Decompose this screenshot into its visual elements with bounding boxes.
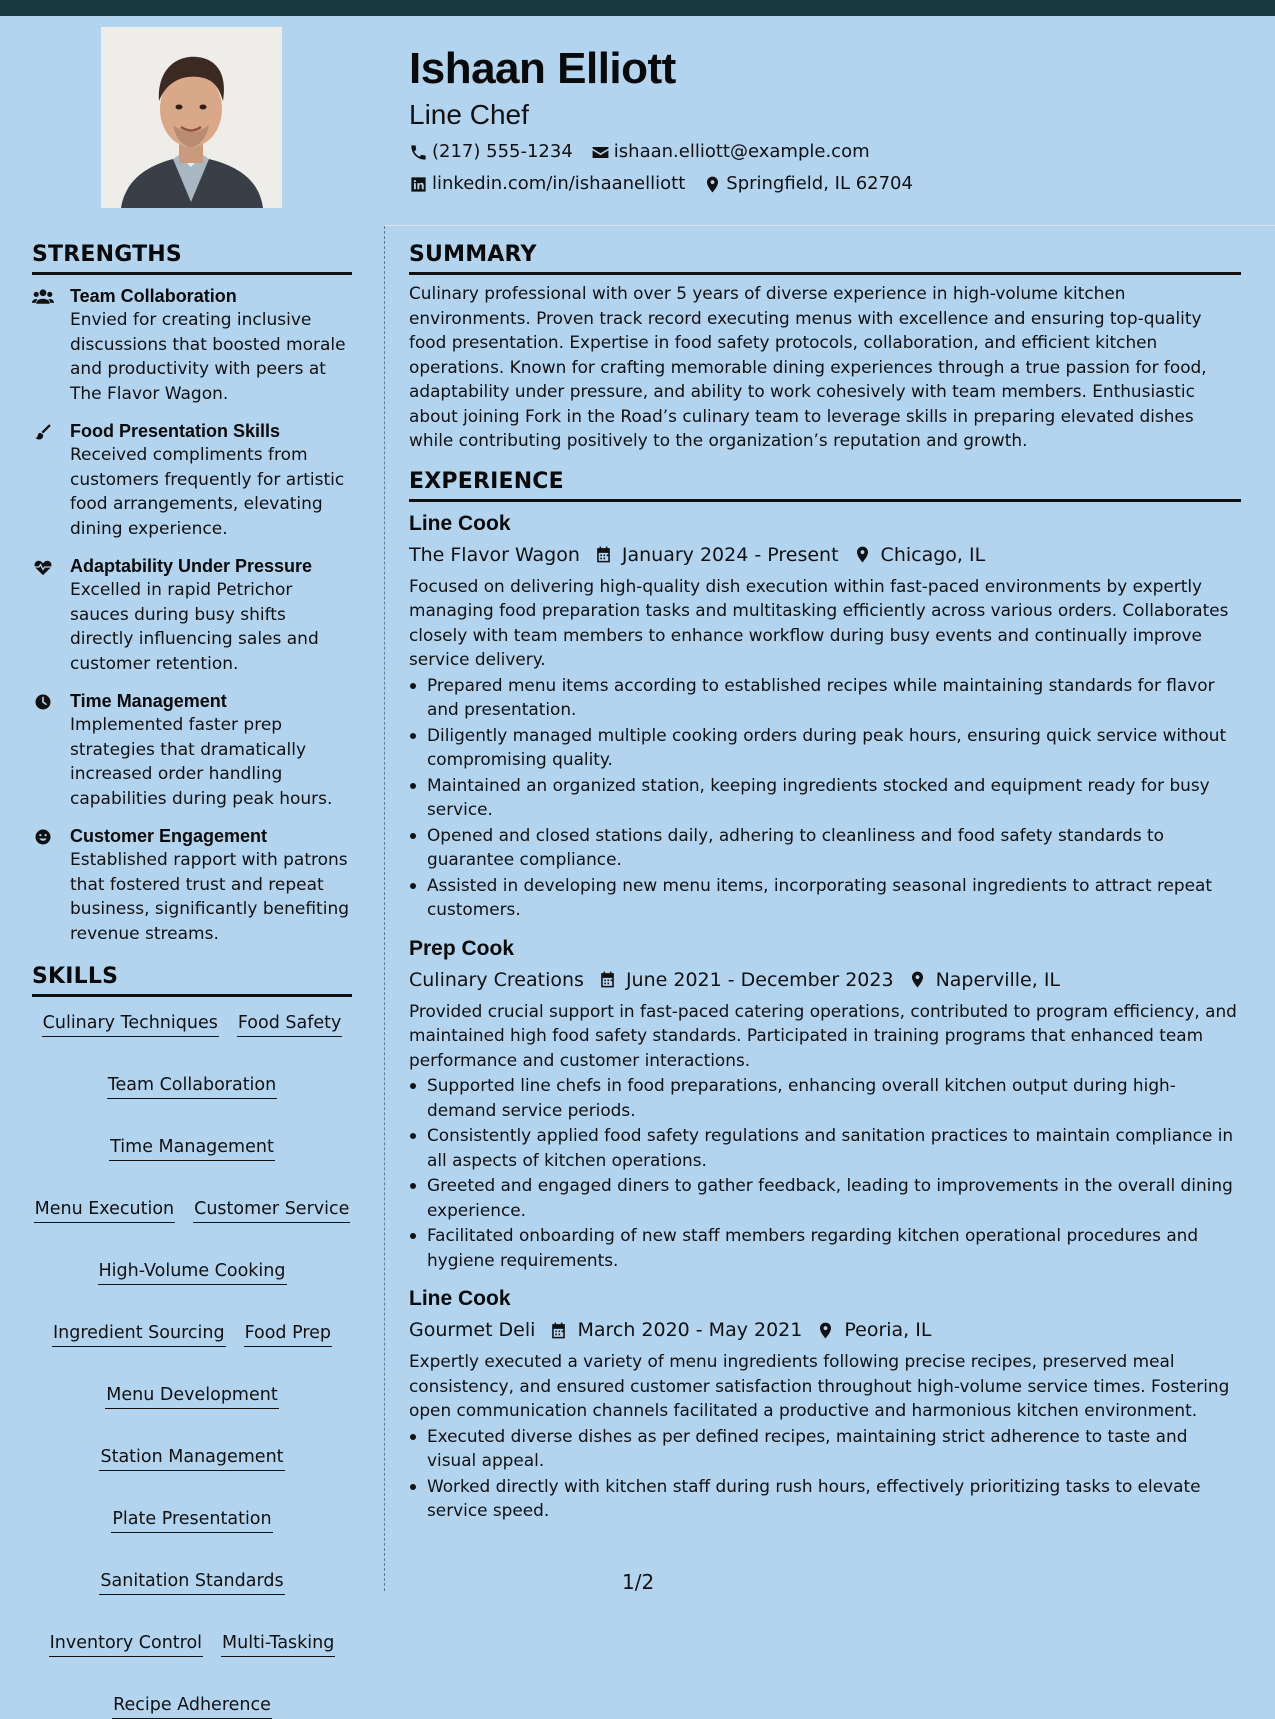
- summary-text: Culinary professional with over 5 years of diverse experience in high-volume kitchen environments. Proven track record executing menus with excellence and ensuring top-quality food presentation. Expertise in food safety protocols, collaboration, and efficient kitchen operations. Known for crafting memorable dining experiences through a true passion for food, adaptability under pressure, and ability to work cohesively with team members. Enthusiastic about joining Fork in the Road’s culinary team to leverage skills in preparing elevated dishes while contributing positively to the organization’s reputation and growth.: [409, 283, 1207, 450]
- job-bullet: Facilitated onboarding of new staff members regarding kitchen operational procedures and hygiene requirements.: [409, 1223, 1241, 1272]
- job-meta: [409, 542, 1241, 568]
- skill-tag: Ingredient Sourcing: [52, 1321, 226, 1347]
- strength-desc: Established rapport with patrons that fostered trust and repeat business, significantly benefiting revenue streams.: [70, 850, 350, 944]
- job-location: Naperville, IL: [935, 968, 1061, 991]
- experience-heading: EXPERIENCE: [409, 465, 1241, 502]
- job-bullet: Supported line chefs in food preparations, enhancing overall kitchen output during high-demand service periods.: [409, 1073, 1241, 1122]
- job-location: Peoria, IL: [844, 1319, 932, 1341]
- users-icon: [32, 288, 54, 306]
- job-location: Chicago, IL: [880, 543, 986, 566]
- brush-icon: [32, 423, 54, 441]
- calendar-icon: [598, 970, 617, 989]
- strength-desc: Excelled in rapid Petrichor sauces during busy shifts directly influencing sales and customer retention.: [70, 580, 319, 674]
- skill-tag: Time Management: [109, 1135, 275, 1161]
- job-company: Gourmet Deli: [409, 1319, 536, 1341]
- column-divider: [384, 226, 385, 1591]
- skill-tag: Recipe Adherence: [112, 1693, 272, 1719]
- job-dates: January 2024 - Present: [621, 543, 839, 566]
- job-dates: June 2021 - December 2023: [625, 968, 894, 991]
- phone-text: (217) 555-1234: [432, 141, 573, 162]
- linkedin-icon: [409, 175, 428, 194]
- left-column: [32, 238, 352, 1719]
- skill-tag: Plate Presentation: [111, 1507, 272, 1533]
- skill-tag: High-Volume Cooking: [98, 1259, 287, 1285]
- job-meta: [409, 1317, 1241, 1343]
- smile-icon: [32, 828, 54, 846]
- email-text[interactable]: ishaan.elliott@example.com: [613, 141, 870, 162]
- header-divider: [384, 225, 1275, 226]
- skill-tag: Food Safety: [237, 1011, 343, 1037]
- skill-tag: Inventory Control: [49, 1631, 203, 1657]
- skill-tag: Team Collaboration: [107, 1073, 277, 1099]
- linkedin-text[interactable]: linkedin.com/in/ishaanelliott: [432, 173, 686, 194]
- job-bullet: Greeted and engaged diners to gather feedback, leading to improvements in the overall dining experience.: [409, 1173, 1241, 1222]
- contact-location: [703, 173, 913, 195]
- job-bullet: Executed diverse dishes as per defined recipes, maintaining strict adherence to taste and visual appeal.: [409, 1424, 1241, 1473]
- calendar-icon: [594, 545, 613, 564]
- skill-tag: Multi-Tasking: [221, 1631, 335, 1657]
- job-description: Expertly executed a variety of menu ingredients following precise recipes, preserved meal consistency, and ensured customer satisfaction throughout high-volume service times. Fostering open communication channels facilitated a productive and harmonious kitchen environment.: [409, 1351, 1230, 1420]
- resume-header: [409, 40, 1249, 195]
- job-bullet: Opened and closed stations daily, adhering to cleanliness and food safety standards to guarantee compliance.: [409, 823, 1241, 872]
- strengths-heading: STRENGTHS: [32, 238, 352, 275]
- envelope-icon: [591, 143, 610, 162]
- job-description: Focused on delivering high-quality dish execution within fast-paced environments by expertly managing food preparation tasks and multitasking efficiently across various orders. Collaborates closely with team members to enhance workflow during busy events and continually improve service delivery.: [409, 575, 1229, 669]
- job-entry: [409, 511, 1241, 922]
- skill-tag: Station Management: [99, 1445, 284, 1471]
- strength-desc: Envied for creating inclusive discussions that boosted morale and productivity with peers at The Flavor Wagon.: [70, 310, 346, 404]
- clock-icon: [32, 693, 54, 711]
- strengths-list: [32, 284, 352, 946]
- calendar-icon: [549, 1321, 568, 1340]
- job-company: Culinary Creations: [409, 968, 584, 991]
- job-bullet: Consistently applied food safety regulations and sanitation practices to maintain compliance in all aspects of kitchen operations.: [409, 1123, 1241, 1172]
- job-meta: [409, 967, 1241, 993]
- candidate-title: Line Chef: [409, 99, 529, 130]
- phone-icon: [409, 143, 428, 162]
- skills-heading: SKILLS: [32, 960, 352, 997]
- map-pin-icon: [816, 1321, 835, 1340]
- strength-desc: Implemented faster prep strategies that dramatically increased order handling capabilities during peak hours.: [70, 715, 333, 809]
- candidate-name: Ishaan Elliott: [409, 44, 676, 93]
- contact-email[interactable]: [591, 141, 870, 163]
- location-text: Springfield, IL 62704: [726, 173, 913, 194]
- experience-section: [409, 465, 1241, 1523]
- strength-desc: Received compliments from customers frequently for artistic food arrangements, elevating dining experience.: [70, 445, 345, 539]
- strength-title: Adaptability Under Pressure: [70, 556, 313, 576]
- job-bullets: [409, 1424, 1241, 1523]
- strength-title: Food Presentation Skills: [70, 421, 281, 441]
- job-bullet: Worked directly with kitchen staff during rush hours, effectively prioritizing tasks to elevate service speed.: [409, 1474, 1241, 1523]
- top-bar: [0, 0, 1275, 16]
- strength-title: Team Collaboration: [70, 286, 237, 306]
- job-bullet: Maintained an organized station, keeping ingredients stocked and equipment ready for busy service.: [409, 773, 1241, 822]
- strength-item: [32, 284, 352, 406]
- skill-tag: Food Prep: [244, 1321, 332, 1347]
- job-bullet: Assisted in developing new menu items, incorporating seasonal ingredients to attract repeat customers.: [409, 873, 1241, 922]
- skills-list: [32, 1011, 352, 1719]
- strength-item: [32, 419, 352, 541]
- profile-photo: [101, 27, 282, 208]
- skill-tag: Menu Execution: [34, 1197, 176, 1223]
- job-dates: March 2020 - May 2021: [577, 1319, 803, 1341]
- skill-tag: Culinary Techniques: [42, 1011, 219, 1037]
- job-title: Prep Cook: [409, 936, 515, 960]
- job-title: Line Cook: [409, 511, 511, 535]
- job-company: The Flavor Wagon: [409, 543, 580, 566]
- skill-tag: Menu Development: [105, 1383, 278, 1409]
- strength-item: [32, 689, 352, 811]
- strength-item: [32, 554, 352, 676]
- right-column: [409, 238, 1241, 1524]
- map-pin-icon: [703, 175, 722, 194]
- skills-section: [32, 960, 352, 1719]
- skill-tag: Sanitation Standards: [99, 1569, 284, 1595]
- summary-heading: SUMMARY: [409, 238, 1241, 275]
- job-bullets: [409, 1073, 1241, 1272]
- job-bullets: [409, 673, 1241, 922]
- strength-title: Time Management: [70, 691, 227, 711]
- job-entry: [409, 1286, 1241, 1523]
- skill-tag: Customer Service: [193, 1197, 350, 1223]
- contact-row-2: [409, 173, 1249, 195]
- job-bullet: Prepared menu items according to established recipes while maintaining standards for flavor and presentation.: [409, 673, 1241, 722]
- strength-item: [32, 824, 352, 946]
- contact-phone: [409, 141, 573, 163]
- map-pin-icon: [908, 970, 927, 989]
- contact-row-1: [409, 141, 1249, 163]
- job-title: Line Cook: [409, 1287, 511, 1310]
- page-number: 1/2: [622, 1570, 655, 1594]
- contact-linkedin[interactable]: [409, 173, 685, 195]
- profile-photo-illustration: [101, 27, 282, 208]
- strength-title: Customer Engagement: [70, 826, 268, 846]
- heart-pulse-icon: [32, 558, 54, 576]
- job-bullet: Diligently managed multiple cooking orders during peak hours, ensuring quick service without compromising quality.: [409, 723, 1241, 772]
- job-entry: [409, 936, 1241, 1273]
- job-description: Provided crucial support in fast-paced catering operations, contributed to program efficiency, and maintained high food safety standards. Participated in training programs that enhanced team performance and customer interactions.: [409, 1000, 1237, 1070]
- map-pin-icon: [853, 545, 872, 564]
